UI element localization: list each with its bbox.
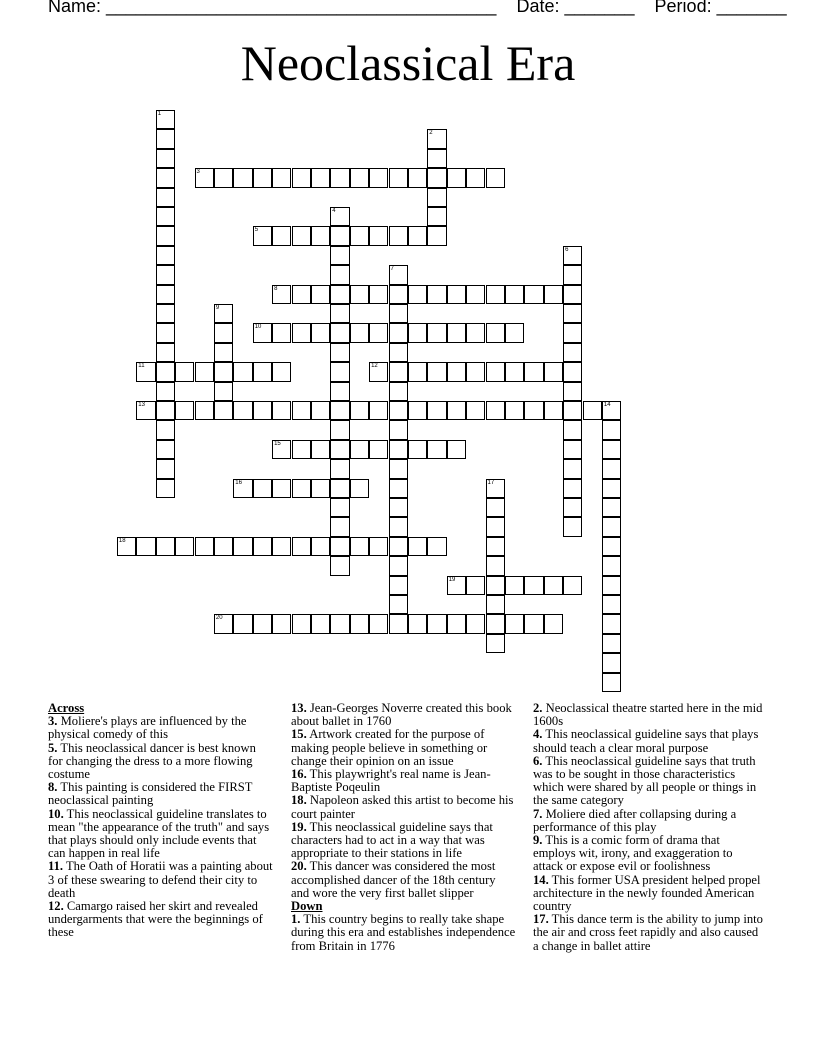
grid-cell[interactable] bbox=[563, 362, 582, 381]
grid-cell[interactable] bbox=[427, 362, 446, 381]
grid-cell[interactable] bbox=[156, 188, 175, 207]
grid-cell[interactable] bbox=[427, 226, 446, 245]
grid-cell[interactable] bbox=[330, 343, 349, 362]
grid-cell[interactable] bbox=[330, 304, 349, 323]
grid-cell[interactable] bbox=[466, 285, 485, 304]
grid-cell[interactable] bbox=[602, 537, 621, 556]
grid-cell[interactable] bbox=[272, 285, 291, 304]
clue-across-19: 19. This neoclassical guideline says that characters had to act in a way that was appropriate to their stations in life bbox=[291, 819, 493, 861]
grid-cell[interactable] bbox=[602, 479, 621, 498]
clue-column-2 bbox=[291, 702, 516, 953]
grid-cell[interactable] bbox=[156, 440, 175, 459]
grid-cell[interactable] bbox=[408, 168, 427, 187]
grid-cell[interactable] bbox=[330, 207, 349, 226]
grid-cell[interactable] bbox=[272, 362, 291, 381]
grid-cell[interactable] bbox=[427, 323, 446, 342]
grid-cell[interactable] bbox=[350, 440, 369, 459]
grid-cell[interactable] bbox=[156, 304, 175, 323]
clue-number: 15 bbox=[274, 440, 281, 447]
grid-cell[interactable] bbox=[563, 323, 582, 342]
grid-cell[interactable] bbox=[195, 168, 214, 187]
grid-cell[interactable] bbox=[292, 537, 311, 556]
grid-cell[interactable] bbox=[389, 420, 408, 439]
grid-cell[interactable] bbox=[292, 401, 311, 420]
grid-cell[interactable] bbox=[136, 401, 155, 420]
clue-down-7: 7. Moliere died after collapsing during a performance of this play bbox=[533, 806, 737, 834]
grid-cell[interactable] bbox=[330, 440, 349, 459]
grid-cell[interactable] bbox=[253, 401, 272, 420]
clue-down-9: 9. This is a comic form of drama that employs wit, irony, and exaggeration to attack or expose evil or foolishness bbox=[533, 833, 733, 874]
grid-cell[interactable] bbox=[350, 614, 369, 633]
grid-cell[interactable] bbox=[233, 362, 252, 381]
grid-cell[interactable] bbox=[427, 129, 446, 148]
grid-cell[interactable] bbox=[156, 226, 175, 245]
clue-number: 20 bbox=[215, 615, 223, 622]
grid-cell[interactable] bbox=[602, 420, 621, 439]
grid-cell[interactable] bbox=[602, 576, 621, 595]
grid-cell[interactable] bbox=[486, 576, 505, 595]
clue-column-3 bbox=[533, 702, 763, 953]
grid-cell[interactable] bbox=[466, 362, 485, 381]
grid-cell[interactable] bbox=[272, 614, 291, 633]
grid-cell[interactable] bbox=[505, 614, 524, 633]
grid-cell[interactable] bbox=[233, 614, 252, 633]
grid-cell[interactable] bbox=[602, 595, 621, 614]
grid-cell[interactable] bbox=[253, 479, 272, 498]
grid-cell[interactable] bbox=[311, 168, 330, 187]
grid-cell[interactable] bbox=[369, 168, 388, 187]
grid-cell[interactable] bbox=[330, 168, 349, 187]
grid-cell[interactable] bbox=[544, 285, 563, 304]
grid-cell[interactable] bbox=[214, 362, 233, 381]
grid-cell[interactable] bbox=[389, 595, 408, 614]
grid-cell[interactable] bbox=[563, 498, 582, 517]
grid-cell[interactable] bbox=[427, 149, 446, 168]
grid-cell[interactable] bbox=[253, 537, 272, 556]
grid-cell[interactable] bbox=[563, 382, 582, 401]
grid-cell[interactable] bbox=[563, 304, 582, 323]
grid-cell[interactable] bbox=[408, 226, 427, 245]
grid-cell[interactable] bbox=[563, 343, 582, 362]
grid-cell[interactable] bbox=[389, 304, 408, 323]
grid-cell[interactable] bbox=[272, 226, 291, 245]
grid-cell[interactable] bbox=[408, 401, 427, 420]
grid-cell[interactable] bbox=[389, 265, 408, 284]
grid-cell[interactable] bbox=[272, 401, 291, 420]
grid-cell[interactable] bbox=[505, 576, 524, 595]
grid-cell[interactable] bbox=[156, 343, 175, 362]
clue-number: 17 bbox=[487, 479, 495, 486]
grid-cell[interactable] bbox=[330, 537, 349, 556]
grid-cell[interactable] bbox=[330, 362, 349, 381]
grid-cell[interactable] bbox=[447, 362, 466, 381]
grid-cell[interactable] bbox=[389, 517, 408, 536]
clue-number: 7 bbox=[390, 266, 394, 273]
grid-cell[interactable] bbox=[389, 382, 408, 401]
grid-cell[interactable] bbox=[156, 129, 175, 148]
grid-cell[interactable] bbox=[389, 401, 408, 420]
grid-cell[interactable] bbox=[563, 285, 582, 304]
clue-down-4: 4. This neoclassical guideline says that plays should teach a clear moral purpose bbox=[533, 727, 759, 755]
grid-cell[interactable] bbox=[330, 265, 349, 284]
grid-cell[interactable] bbox=[389, 459, 408, 478]
grid-cell[interactable] bbox=[156, 149, 175, 168]
grid-cell[interactable] bbox=[486, 634, 505, 653]
grid-cell[interactable] bbox=[466, 576, 485, 595]
grid-cell[interactable] bbox=[563, 246, 582, 265]
grid-cell[interactable] bbox=[602, 614, 621, 633]
grid-cell[interactable] bbox=[330, 246, 349, 265]
grid-cell[interactable] bbox=[330, 382, 349, 401]
clue-across-8: 8. This painting is considered the FIRST neoclassical painting bbox=[48, 780, 253, 808]
grid-cell[interactable] bbox=[156, 479, 175, 498]
grid-cell[interactable] bbox=[524, 576, 543, 595]
grid-cell[interactable] bbox=[447, 323, 466, 342]
grid-cell[interactable] bbox=[156, 168, 175, 187]
grid-cell[interactable] bbox=[233, 479, 252, 498]
grid-cell[interactable] bbox=[389, 226, 408, 245]
grid-cell[interactable] bbox=[408, 323, 427, 342]
grid-cell[interactable] bbox=[427, 401, 446, 420]
clue-across-13: 13. Jean-Georges Noverre created this book about ballet in 1760 bbox=[291, 701, 512, 729]
grid-cell[interactable] bbox=[253, 323, 272, 342]
clue-number: 16 bbox=[235, 479, 242, 486]
grid-cell[interactable] bbox=[389, 440, 408, 459]
grid-cell[interactable] bbox=[350, 226, 369, 245]
grid-cell[interactable] bbox=[330, 420, 349, 439]
grid-cell[interactable] bbox=[156, 382, 175, 401]
grid-cell[interactable] bbox=[486, 168, 505, 187]
grid-cell[interactable] bbox=[117, 537, 136, 556]
grid-cell[interactable] bbox=[389, 168, 408, 187]
clue-across-15: 15. Artwork created for the purpose of making people believe in something or change their opinion on an issue bbox=[291, 727, 488, 768]
grid-cell[interactable] bbox=[214, 323, 233, 342]
grid-cell[interactable] bbox=[466, 168, 485, 187]
clue-number: 2 bbox=[429, 130, 433, 137]
grid-cell[interactable] bbox=[272, 323, 291, 342]
grid-cell[interactable] bbox=[156, 362, 175, 381]
grid-cell[interactable] bbox=[272, 537, 291, 556]
grid-cell[interactable] bbox=[447, 168, 466, 187]
grid-cell[interactable] bbox=[563, 265, 582, 284]
grid-cell[interactable] bbox=[330, 498, 349, 517]
grid-cell[interactable] bbox=[214, 343, 233, 362]
clue-number: 9 bbox=[215, 305, 220, 311]
grid-cell[interactable] bbox=[292, 440, 311, 459]
grid-cell[interactable] bbox=[447, 285, 466, 304]
grid-cell[interactable] bbox=[447, 576, 466, 595]
grid-cell[interactable] bbox=[311, 226, 330, 245]
grid-cell[interactable] bbox=[272, 479, 291, 498]
grid-cell[interactable] bbox=[408, 614, 427, 633]
grid-cell[interactable] bbox=[505, 323, 524, 342]
grid-cell[interactable] bbox=[563, 459, 582, 478]
grid-cell[interactable] bbox=[427, 168, 446, 187]
grid-cell[interactable] bbox=[389, 498, 408, 517]
grid-cell[interactable] bbox=[156, 401, 175, 420]
clue-number: 8 bbox=[274, 285, 278, 292]
grid-cell[interactable] bbox=[486, 401, 505, 420]
grid-cell[interactable] bbox=[253, 614, 272, 633]
grid-cell[interactable] bbox=[486, 498, 505, 517]
grid-cell[interactable] bbox=[311, 401, 330, 420]
grid-cell[interactable] bbox=[602, 556, 621, 575]
grid-cell[interactable] bbox=[369, 285, 388, 304]
grid-cell[interactable] bbox=[389, 537, 408, 556]
grid-cell[interactable] bbox=[369, 323, 388, 342]
grid-cell[interactable] bbox=[156, 459, 175, 478]
grid-cell[interactable] bbox=[466, 323, 485, 342]
grid-cell[interactable] bbox=[214, 382, 233, 401]
grid-cell[interactable] bbox=[369, 440, 388, 459]
grid-cell[interactable] bbox=[330, 323, 349, 342]
clue-down-6: 6. This neoclassical guideline says that truth was to be sought in those characteristics which were shared by all people or things in the same category bbox=[533, 753, 757, 808]
clue-number: 10 bbox=[254, 324, 262, 331]
grid-cell[interactable] bbox=[350, 401, 369, 420]
grid-cell[interactable] bbox=[486, 537, 505, 556]
grid-cell[interactable] bbox=[427, 614, 446, 633]
grid-cell[interactable] bbox=[389, 556, 408, 575]
grid-cell[interactable] bbox=[330, 517, 349, 536]
grid-cell[interactable] bbox=[369, 226, 388, 245]
grid-cell[interactable] bbox=[524, 614, 543, 633]
grid-cell[interactable] bbox=[486, 595, 505, 614]
grid-cell[interactable] bbox=[156, 420, 175, 439]
grid-cell[interactable] bbox=[136, 362, 155, 381]
clue-across-11: 11. The Oath of Horatii was a painting about 3 of these swearing to defend their city to death bbox=[48, 859, 273, 900]
clue-across-5: 5. This neoclassical dancer is best known for changing the dress to a more flowing costume bbox=[48, 740, 256, 782]
grid-cell[interactable] bbox=[408, 285, 427, 304]
grid-cell[interactable] bbox=[369, 614, 388, 633]
clue-down-2: 2. Neoclassical theatre started here in the mid 1600s bbox=[533, 701, 763, 729]
grid-cell[interactable] bbox=[427, 207, 446, 226]
grid-cell[interactable] bbox=[563, 401, 582, 420]
grid-cell[interactable] bbox=[389, 576, 408, 595]
grid-cell[interactable] bbox=[427, 188, 446, 207]
grid-cell[interactable] bbox=[389, 614, 408, 633]
grid-cell[interactable] bbox=[505, 401, 524, 420]
page-title: Neoclassical Era bbox=[240, 35, 576, 91]
clue-number: 18 bbox=[118, 537, 126, 544]
grid-cell[interactable] bbox=[156, 323, 175, 342]
grid-cell[interactable] bbox=[214, 304, 233, 323]
grid-cell[interactable] bbox=[272, 440, 291, 459]
grid-cell[interactable] bbox=[486, 517, 505, 536]
grid-cell[interactable] bbox=[175, 362, 194, 381]
grid-cell[interactable] bbox=[602, 401, 621, 420]
grid-cell[interactable] bbox=[195, 362, 214, 381]
grid-cell[interactable] bbox=[330, 556, 349, 575]
clue-number: 19 bbox=[448, 576, 456, 583]
grid-cell[interactable] bbox=[253, 226, 272, 245]
grid-cell[interactable] bbox=[156, 110, 175, 129]
grid-cell[interactable] bbox=[195, 401, 214, 420]
grid-cell[interactable] bbox=[602, 653, 621, 672]
grid-cell[interactable] bbox=[175, 401, 194, 420]
grid-cell[interactable] bbox=[311, 440, 330, 459]
clue-number: 13 bbox=[138, 402, 145, 408]
grid-cell[interactable] bbox=[427, 285, 446, 304]
grid-cell[interactable] bbox=[466, 614, 485, 633]
clue-across-20: 20. This dancer was considered the most accomplished dancer of the 18th century and wore the very first ballet slipper bbox=[291, 859, 496, 900]
grid-cell[interactable] bbox=[408, 537, 427, 556]
grid-cell[interactable] bbox=[350, 323, 369, 342]
grid-cell[interactable] bbox=[156, 537, 175, 556]
grid-cell[interactable] bbox=[544, 576, 563, 595]
grid-cell[interactable] bbox=[389, 323, 408, 342]
clue-column-1 bbox=[48, 702, 273, 940]
grid-cell[interactable] bbox=[408, 440, 427, 459]
grid-cell[interactable] bbox=[524, 362, 543, 381]
grid-cell[interactable] bbox=[466, 401, 485, 420]
down-heading: Down bbox=[291, 899, 323, 914]
grid-cell[interactable] bbox=[311, 285, 330, 304]
grid-cell[interactable] bbox=[136, 537, 155, 556]
grid-cell[interactable] bbox=[447, 614, 466, 633]
clue-number: 4 bbox=[332, 208, 336, 214]
grid-cell[interactable] bbox=[486, 285, 505, 304]
grid-cell[interactable] bbox=[602, 440, 621, 459]
grid-cell[interactable] bbox=[486, 614, 505, 633]
grid-cell[interactable] bbox=[389, 479, 408, 498]
clue-across-18: 18. Napoleon asked this artist to become his court painter bbox=[291, 793, 514, 821]
clue-down-1: 1. This country begins to really take shape during this era and establishes independence from Britain in 1776 bbox=[291, 912, 516, 953]
grid-cell[interactable] bbox=[427, 440, 446, 459]
across-heading: Across bbox=[48, 701, 85, 715]
grid-cell[interactable] bbox=[214, 537, 233, 556]
clue-across-3: 3. Moliere's plays are influenced by the physical comedy of this bbox=[48, 714, 247, 742]
grid-cell[interactable] bbox=[602, 498, 621, 517]
grid-cell[interactable] bbox=[369, 537, 388, 556]
grid-cell[interactable] bbox=[311, 323, 330, 342]
grid-cell[interactable] bbox=[311, 537, 330, 556]
clue-number: 11 bbox=[138, 363, 145, 370]
clue-number: 6 bbox=[565, 246, 569, 253]
grid-cell[interactable] bbox=[292, 285, 311, 304]
grid-cell[interactable] bbox=[330, 614, 349, 633]
grid-cell[interactable] bbox=[524, 285, 543, 304]
grid-cell[interactable] bbox=[602, 634, 621, 653]
grid-cell[interactable] bbox=[311, 479, 330, 498]
clue-down-17: 17. This dance term is the ability to jump into the air and cross feet rapidly and also caused a change in ballet attire bbox=[533, 912, 763, 953]
grid-cell[interactable] bbox=[563, 576, 582, 595]
clue-number: 14 bbox=[603, 402, 611, 408]
grid-cell[interactable] bbox=[602, 459, 621, 478]
grid-cell[interactable] bbox=[544, 401, 563, 420]
grid-cell[interactable] bbox=[408, 362, 427, 381]
grid-cell[interactable] bbox=[233, 537, 252, 556]
clue-down-14: 14. This former USA president helped propel architecture in the newly founded American country bbox=[533, 872, 761, 914]
grid-cell[interactable] bbox=[214, 401, 233, 420]
grid-cell[interactable] bbox=[563, 420, 582, 439]
grid-cell[interactable] bbox=[447, 401, 466, 420]
clue-across-16: 16. This playwright's real name is Jean-Baptiste Poqeulin bbox=[291, 767, 491, 795]
grid-cell[interactable] bbox=[369, 362, 388, 381]
grid-cell[interactable] bbox=[563, 440, 582, 459]
grid-cell[interactable] bbox=[505, 362, 524, 381]
grid-cell[interactable] bbox=[175, 537, 194, 556]
grid-cell[interactable] bbox=[369, 401, 388, 420]
grid-cell[interactable] bbox=[214, 168, 233, 187]
grid-cell[interactable] bbox=[505, 285, 524, 304]
grid-cell[interactable] bbox=[389, 343, 408, 362]
grid-cell[interactable] bbox=[330, 401, 349, 420]
grid-cell[interactable] bbox=[330, 479, 349, 498]
grid-cell[interactable] bbox=[330, 285, 349, 304]
grid-cell[interactable] bbox=[330, 459, 349, 478]
grid-cell[interactable] bbox=[253, 168, 272, 187]
clue-across-10: 10. This neoclassical guideline translates to mean "the appearance of the truth" and says that plays should only include events that can happen in real life bbox=[48, 806, 270, 861]
grid-cell[interactable] bbox=[156, 285, 175, 304]
grid-cell[interactable] bbox=[427, 537, 446, 556]
grid-cell[interactable] bbox=[544, 614, 563, 633]
clue-number: 5 bbox=[254, 227, 259, 234]
grid-cell[interactable] bbox=[233, 168, 252, 187]
grid-cell[interactable] bbox=[156, 246, 175, 265]
grid-cell[interactable] bbox=[389, 285, 408, 304]
grid-cell[interactable] bbox=[350, 479, 369, 498]
grid-cell[interactable] bbox=[602, 517, 621, 536]
grid-cell[interactable] bbox=[195, 537, 214, 556]
grid-cell[interactable] bbox=[311, 614, 330, 633]
grid-cell[interactable] bbox=[292, 479, 311, 498]
grid-cell[interactable] bbox=[156, 265, 175, 284]
grid-cell[interactable] bbox=[292, 168, 311, 187]
grid-cell[interactable] bbox=[330, 226, 349, 245]
grid-cell[interactable] bbox=[524, 401, 543, 420]
grid-cell[interactable] bbox=[583, 401, 602, 420]
grid-cell[interactable] bbox=[486, 556, 505, 575]
clue-number: 12 bbox=[371, 363, 378, 370]
clue-number: 3 bbox=[196, 169, 200, 176]
grid-cell[interactable] bbox=[253, 362, 272, 381]
grid-cell[interactable] bbox=[350, 285, 369, 304]
grid-cell[interactable] bbox=[350, 168, 369, 187]
grid-cell[interactable] bbox=[389, 362, 408, 381]
grid-cell[interactable] bbox=[272, 168, 291, 187]
grid-cell[interactable] bbox=[233, 401, 252, 420]
grid-cell[interactable] bbox=[486, 362, 505, 381]
grid-cell[interactable] bbox=[292, 614, 311, 633]
grid-cell[interactable] bbox=[156, 207, 175, 226]
clue-number: 1 bbox=[157, 111, 162, 117]
grid-cell[interactable] bbox=[214, 614, 233, 633]
grid-cell[interactable] bbox=[292, 226, 311, 245]
grid-cell[interactable] bbox=[602, 673, 621, 692]
grid-cell[interactable] bbox=[544, 362, 563, 381]
grid-cell[interactable] bbox=[447, 440, 466, 459]
grid-cell[interactable] bbox=[350, 537, 369, 556]
grid-cell[interactable] bbox=[486, 479, 505, 498]
clue-across-12: 12. Camargo raised her skirt and revealed undergarments that were the beginnings of these bbox=[48, 899, 263, 940]
grid-cell[interactable] bbox=[292, 323, 311, 342]
grid-cell[interactable] bbox=[563, 517, 582, 536]
header-fields: Name: _______________________________________ Date: _______ Period: _______ bbox=[48, 0, 787, 16]
grid-cell[interactable] bbox=[563, 479, 582, 498]
grid-cell[interactable] bbox=[486, 323, 505, 342]
